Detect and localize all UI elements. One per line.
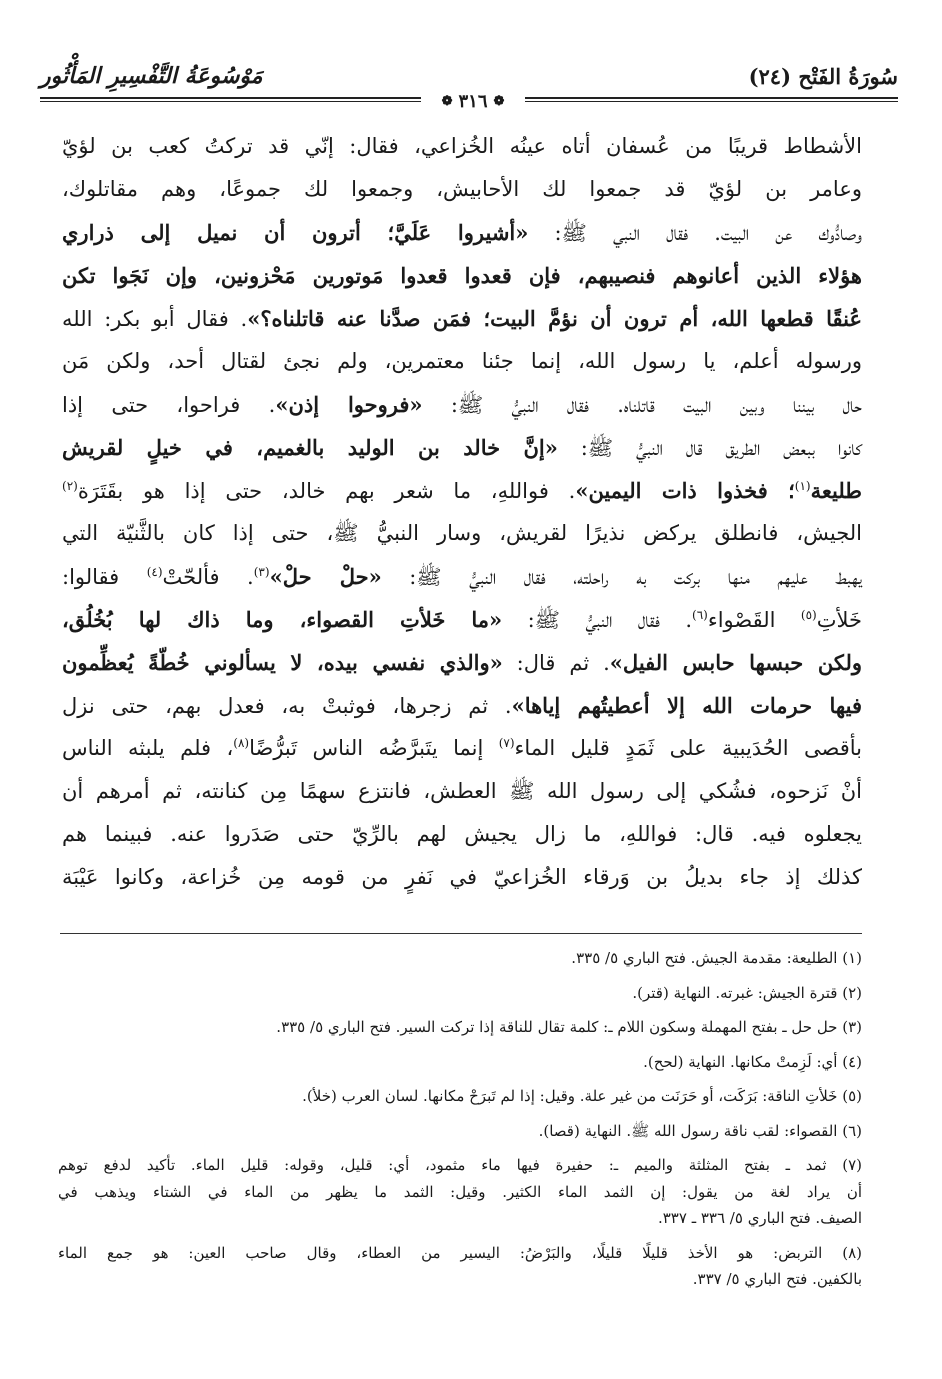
- footnote-ref[interactable]: (٥): [800, 608, 817, 622]
- text-line: يهبط عليهم منها بركت به راحلته، فقال النبيُّ ﷺ: «حلْ حلْ»$^{(٣)}$. فألحّتْ$^{(٤)}$ فقالوا:: [62, 564, 862, 589]
- hadith-quote: «والذي نفسي بيده، لا يسألوني خُطّةً يُعظِّمون: [62, 650, 503, 675]
- hadith-quote: «حلْ حلْ»: [269, 564, 382, 589]
- footnote-6: (٦) القصواء: لقب ناقة رسول الله ﷺ. النهاية (قصا).: [538, 1121, 862, 1140]
- text-line: طليعة$^{(١)}$؛ فخذوا ذات اليمين». فواللهِ، ما شعر بهم خالد، حتى إذا هو بقَتَرَة$^{(٢)}$: [62, 478, 862, 503]
- text-line: الأشطاط قريبًا من عُسفان أتاه عينُه الخُزاعي، فقال: إنّي قد تركتُ كعب بن لؤيّ: [62, 134, 862, 158]
- hadith-quote: هؤلاء الذين أعانوهم فنصيبهم، فإن قعدوا قعدوا مَوتورين مَحْزونين، وإن نَجَوا تكن: [62, 263, 862, 288]
- footnote-ref[interactable]: (٢): [62, 479, 78, 493]
- text-line: وصادُّوك عن البيت. فقال النبي ﷺ: «أشيروا عَلَيَّ؛ أترون أن نميل إلى ذراري: [62, 220, 862, 245]
- hadith-quote: «إنَّ خالد بن الوليد بالغميم، في خيلٍ لقريش: [62, 435, 558, 460]
- text-line: عُنقًا قطعها الله، أم ترون أن نؤمَّ البيت؛ فمَن صدَّنا عنه قاتلناه؟». فقال أبو بكر: الله: [62, 306, 862, 331]
- footnote-1: (١) الطليعة: مقدمة الجيش. فتح الباري ٥/ ٣٣٥.: [571, 949, 862, 967]
- footnote-7-cont: أن يراد لغة من يقول: إن الثمد الماء الكثير. وقيل: الثمد ما يظهر من الماء في الشتاء ويذهب في: [58, 1182, 862, 1201]
- footnote-ref[interactable]: (٧): [498, 736, 515, 750]
- text-line: أنْ نَزحوه، فشُكي إلى رسول الله ﷺ العطش، فانتزع سهمًا مِن كنانته، ثم أمرهم أن: [62, 779, 862, 803]
- page-number-box: [421, 88, 525, 114]
- footnote-2: (٢) قترة الجيش: غبرته. النهاية (قتر).: [632, 983, 862, 1002]
- book-title: مَوْسُوعَةُ التَّفْسِيرِ المَأْثُور: [40, 63, 263, 89]
- hadith-quote: عُنقًا قطعها الله، أم ترون أن نؤمَّ البيت؛ فمَن صدَّنا عنه قاتلناه؟»: [247, 306, 862, 331]
- hadith-quote: ولكن حبسها حابس الفيل»: [609, 650, 862, 675]
- footnote-ref[interactable]: (١): [794, 479, 811, 493]
- text-line: [62, 254, 862, 297]
- footnote-8: (٨) التربض: هو الأخذ قليلًا قليلًا، والبَرْضُ: اليسير من العطاء، وقال صاحب العين: هو جمع الماء: [58, 1243, 862, 1262]
- text-line: فيها حرمات الله إلا أعطيتُهم إياها». ثم زجرها، فوثبتْ به، فعدل بهم، حتى نزل: [62, 693, 862, 718]
- hadith-quote: «فروحوا إذن»: [275, 392, 423, 417]
- page-number: ٣١٦: [458, 90, 488, 112]
- footnote-ref[interactable]: (٦): [692, 608, 708, 622]
- text-line: ولكن حبسها حابس الفيل». ثم قال: «والذي نفسي بيده، لا يسألوني خُطّةً يُعظِّمون: [62, 650, 862, 675]
- footnote-separator: [60, 933, 862, 934]
- text-line: كانوا ببعض الطريق قال النبيُّ ﷺ: «إنَّ خالد بن الوليد بالغميم، في خيلٍ لقريش: [62, 435, 863, 460]
- footnote-4: (٤) أي: لَزِمتْ مكانها. النهاية (لحح).: [643, 1052, 862, 1071]
- ornament-icon: ❁: [493, 93, 505, 109]
- hadith-quote: فيها حرمات الله إلا أعطيتُهم إياها»: [511, 693, 862, 718]
- footnote-ref[interactable]: (٤): [146, 565, 163, 579]
- hadith-quote: «ما خَلأتِ القصواء، وما ذاك لها بُخُلُق،: [62, 607, 503, 632]
- text-line: وعامر بن لؤيّ قد جمعوا لك الأحابيش، وجمعوا لك جموعًا، وهم مقاتلوك،: [62, 177, 862, 201]
- footnote-5: (٥) خَلأتِ الناقة: بَرَكَت، أو حَرَنَت من غير علة. وقيل: إذا لم تَبرَحْ مكانها. لسان العرب (خلأ).: [302, 1087, 862, 1105]
- text-line: يجعلوه فيه. قال: فواللهِ، ما زال يجيش لهم بالرِّيّ حتى صَدَروا عنه. فبينما هم: [62, 822, 862, 846]
- hadith-quote: «أشيروا عَلَيَّ؛ أترون أن نميل إلى ذراري: [62, 220, 529, 245]
- text-line: ورسوله أعلم، يا رسول الله، إنما جئنا معتمرين، ولم نجئ لقتال أحد، ولكن مَن: [62, 349, 862, 373]
- footnotes: [58, 945, 862, 1293]
- text-line: بأقصى الحُدَيبية على ثَمَدٍ قليل الماء$^{(٧)}$ إنما يتَبرَّضُه الناس تَبرُّضًا$^{(٨)}$، فلم يلبثه الناس: [62, 736, 862, 760]
- text-line: كذلك إذ جاء بديلُ بن وَرقاء الخُزاعيّ في نَفرٍ من قومه مِن خُزاعة، وكانوا عَيْبَة: [62, 865, 862, 889]
- text-line: الجيش، فانطلق يركض نذيرًا لقريش، وسار النبيُّ ﷺ، حتى إذا كان بالثَّنيّة التي: [62, 521, 862, 545]
- text-line: خَلأتِ$^{(٥)}$ القَصْواء$^{(٦)}$. فقال النبيُّ ﷺ: «ما خَلأتِ القصواء، وما ذاك لها بُخُلُق،: [62, 607, 862, 632]
- hadith-quote: طليعة: [810, 478, 862, 503]
- footnote-3: (٣) حل حل ـ بفتح المهملة وسكون اللام ـ: كلمة تقال للناقة إذا تركت السير. فتح الباري ٥/ ٣٣٥.: [276, 1018, 862, 1036]
- footnote-ref[interactable]: (٨): [233, 736, 250, 750]
- footnote-7: (٧) ثمد ـ بفتح المثلثة والميم ـ: حفيرة فيها ماء مثمود، أي: قليل، وقوله: قليل الماء. تأكيد لدفع توهم: [58, 1156, 862, 1174]
- hadith-quote: ؛ فخذوا ذات اليمين»: [575, 478, 795, 503]
- main-text: [62, 125, 862, 899]
- ornament-icon: ❁: [441, 93, 453, 109]
- surah-title: سُورَةُ الفَتْح (٢٤): [748, 63, 898, 89]
- footnote-ref[interactable]: (٣): [253, 565, 270, 579]
- text-line: حال بيننا وبين البيت قاتلناه. فقال النبيُّ ﷺ: «فروحوا إذن». فراحوا، حتى إذا: [62, 392, 862, 417]
- footnote-8-cont: بالكفين. فتح الباري ٥/ ٣٣٧.: [692, 1270, 862, 1288]
- footnote-7-cont: الصيف. فتح الباري ٥/ ٣٣٦ ـ ٣٣٧.: [657, 1209, 862, 1227]
